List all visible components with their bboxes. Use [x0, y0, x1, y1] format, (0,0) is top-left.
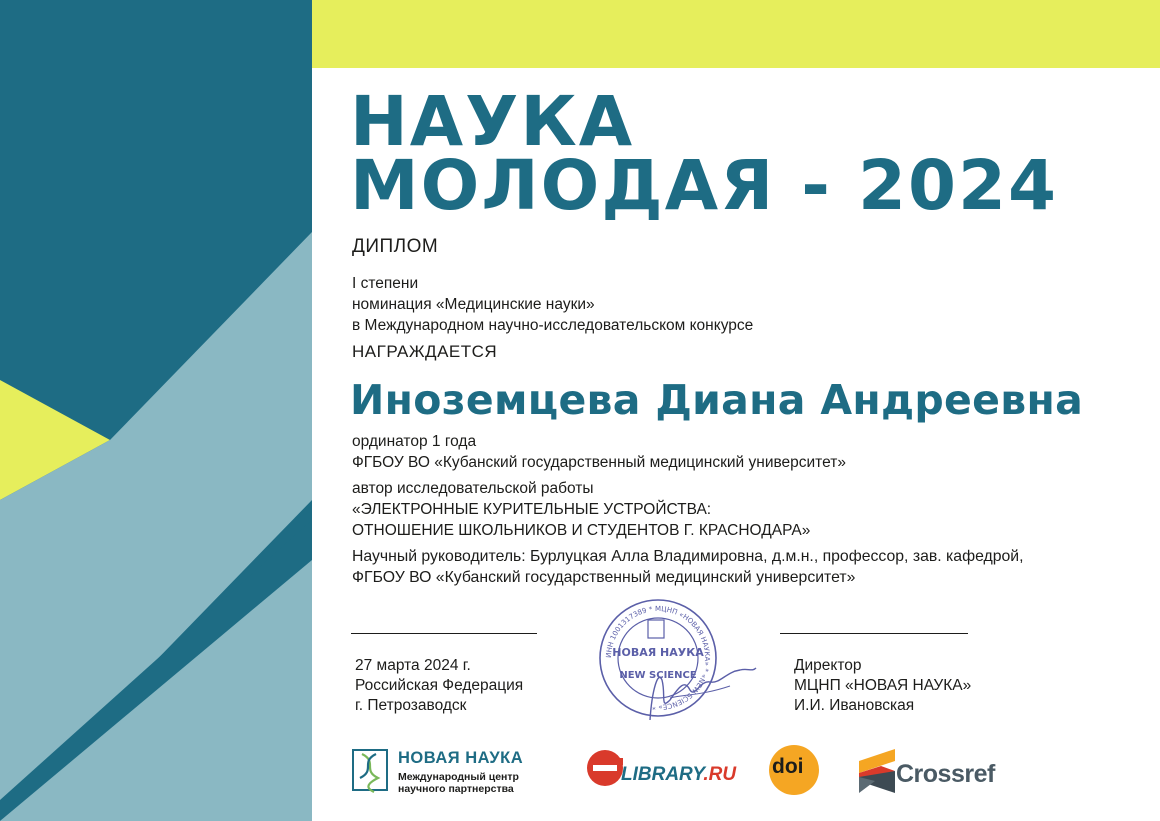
work-intro: автор исследовательской работы [352, 480, 594, 497]
supervisor-line-1: Научный руководитель: Бурлуцкая Алла Владимировна, д.м.н., профессор, зав. кафедрой, [352, 548, 1024, 565]
date-signature-line [351, 633, 537, 634]
doi-logo-text: doi [772, 755, 804, 778]
awarded-label: НАГРАЖДАЕТСЯ [352, 342, 498, 361]
director-block [794, 656, 971, 716]
elibrary-e-icon [585, 748, 625, 788]
top-yellow-band [312, 0, 1160, 68]
date-place-block [355, 656, 523, 716]
date-text: 27 марта 2024 г. [355, 657, 471, 674]
nn-sub-line-2: научного партнерства [398, 783, 514, 795]
crossref-logo-text: Crossref [896, 760, 995, 788]
left-decorative-panel [0, 0, 312, 821]
novaya-nauka-logo-name: НОВАЯ НАУКА [398, 749, 524, 767]
diploma-label: ДИПЛОМ [352, 236, 439, 257]
novaya-nauka-logo-subtitle [398, 771, 519, 795]
elibrary-suffix: .RU [703, 764, 737, 785]
country-text: Российская Федерация [355, 677, 524, 694]
nomination-text: номинация «Медицинские науки» [352, 296, 595, 313]
seal-center-name: НОВАЯ НАУКА [612, 646, 704, 659]
director-name: И.И. Ивановская [794, 697, 915, 714]
director-signature [640, 650, 760, 730]
contest-text: в Международном научно-исследовательском конкурсе [352, 317, 754, 334]
crossref-logo-icon [857, 747, 897, 795]
work-title-line-2: ОТНОШЕНИЕ ШКОЛЬНИКОВ И СТУДЕНТОВ Г. КРАСНОДАРА» [352, 522, 811, 539]
elibrary-logo-text [621, 764, 736, 786]
recipient-name: Иноземцева Диана Андреевна [350, 376, 1084, 424]
director-signature-line [780, 633, 968, 634]
seal-emblem-icon [648, 620, 664, 638]
position-text: ординатор 1 года [352, 433, 477, 450]
title-line-1: НАУКА [350, 82, 635, 162]
organization-text: ФГБОУ ВО «Кубанский государственный медицинский университет» [352, 454, 846, 471]
nn-sub-line-1: Международный центр [398, 771, 519, 783]
supervisor-line-2: ФГБОУ ВО «Кубанский государственный медицинский университет» [352, 569, 856, 586]
elibrary-main: LIBRARY [621, 764, 704, 785]
director-title: Директор [794, 657, 862, 674]
seal-ring-text: ИНН 1001317389 * МЦНП «НОВАЯ НАУКА» * «NEW SCIENCE» * [604, 604, 712, 712]
seal-center-en: NEW SCIENCE [619, 670, 697, 681]
work-block [352, 478, 810, 541]
director-org: МЦНП «НОВАЯ НАУКА» [794, 677, 972, 694]
position-block [352, 431, 846, 473]
supervisor-block [352, 546, 1024, 588]
degree-text: I степени [352, 275, 419, 292]
city-text: г. Петрозаводск [355, 697, 467, 714]
work-title-line-1: «ЭЛЕКТРОННЫЕ КУРИТЕЛЬНЫЕ УСТРОЙСТВА: [352, 501, 712, 518]
degree-block [352, 273, 753, 336]
title-line-2: МОЛОДАЯ - 2024 [350, 146, 1058, 226]
